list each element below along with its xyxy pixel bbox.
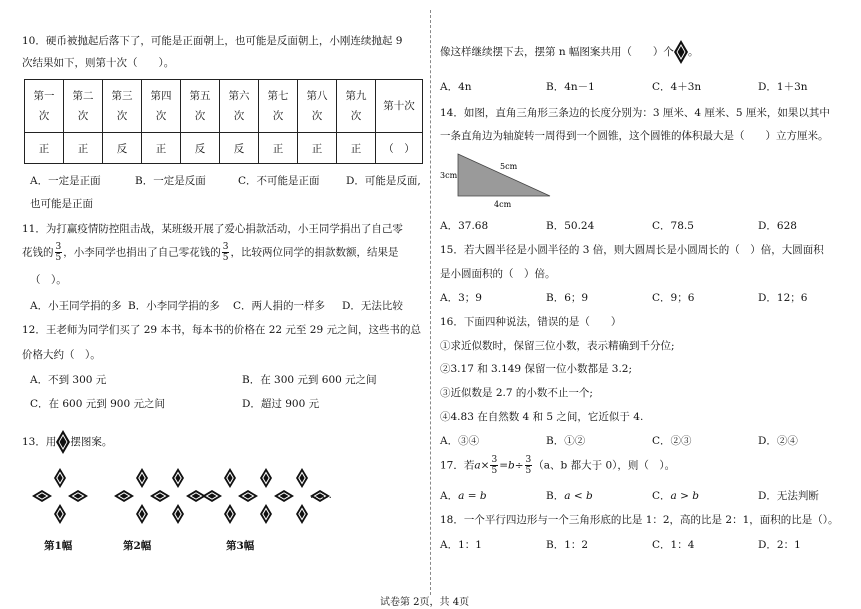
q17-var-b: b [508,459,515,472]
q14-option-b: B．50.24 [546,220,595,232]
figure-2-label: 第2幅 [123,540,152,552]
q11-option-c: C．两人捐的一样多 [233,300,326,312]
rhombus-icon [56,430,70,454]
pattern-figure-2 [114,468,206,524]
q11-line3: （ ）。 [30,274,67,286]
coin-table-header-cell: 第一 次 [25,80,64,133]
coin-table-header-row [25,80,423,133]
q10-option-b: B．一定是反面 [135,175,206,187]
q12-option-c: C．在 600 元到 900 元之间 [30,398,165,410]
q17-line1 [440,455,675,476]
pattern-figure-1 [32,468,88,524]
q13-continuation [440,40,698,64]
coin-table-result-cell: 正 [259,133,298,164]
triangle-side-bottom: 4cm [494,200,512,209]
q16-line1: 16．下面四种说法，错误的是（ ） [440,316,622,328]
q17-suffix: （a、b 都大于 0），则（ ）。 [533,459,676,472]
right-triangle [458,154,550,196]
coin-table-result-cell: （ ） [376,133,423,164]
page-footer: 试卷第 2页，共 4页 [380,597,470,608]
pattern-ellipsis: …… [310,489,333,501]
q14-option-d: D．628 [758,220,797,232]
q16-option-a: A．③④ [440,435,480,447]
q15-line2: 是小圆面积的（ ）倍。 [440,268,556,280]
coin-table-header-cell: 第十次 [376,80,423,133]
q18-option-a: A．1：1 [440,539,482,551]
q15-line1: 15．若大圆半径是小圆半径的 3 倍，则大圆周长是小圆周长的（ ）倍，大圆面积 [440,244,824,256]
coin-table-header-cell: 第七 次 [259,80,298,133]
q16-statement-1: ①求近似数时，保留三位小数，表示精确到千分位; [440,340,675,352]
q11-line2 [22,242,398,263]
q11-text: 花钱的 [22,246,54,259]
q17-option-c: C．a > b [652,490,700,502]
q16-statement-2: ②3.17 和 3.149 保留一位小数都是 3.2; [440,363,633,375]
q11-option-b: B．小李同学捐的多 [128,300,220,312]
q12-line1: 12．王老师为同学们买了 29 本书，每本书的价格在 22 元至 29 元之间，这些书的总 [22,324,421,336]
q18-option-b: B．1：2 [546,539,589,551]
fraction-three-fifths: $\frac{3}{5}$ [55,242,62,263]
q17-option-d: D．无法判断 [758,490,819,502]
coin-table-result-cell: 反 [103,133,142,164]
q17-times: × [480,459,490,472]
coin-table-header-cell: 第九 次 [337,80,376,133]
coin-toss-table [24,79,423,164]
q17-divide: ÷ [514,459,524,472]
coin-table-result-cell: 正 [25,133,64,164]
q15-option-b: B．6；9 [546,292,589,304]
q17-option-a: A．a = b [440,490,487,502]
q14-line2: 一条直角边为轴旋转一周得到一个圆锥，这个圆锥的体积最大是（ ）立方厘米。 [440,130,829,142]
figure-3-label: 第3幅 [226,540,255,552]
q13-option-c: C．4＋3n [652,81,702,93]
figure-1-label: 第1幅 [44,540,73,552]
q11-option-a: A．小王同学捐的多 [30,300,122,312]
q10-option-d-cont: 也可能是正面 [30,198,93,210]
q13-pattern-figures [25,462,345,540]
coin-table-result-cell: 正 [64,133,103,164]
q11-text: ，小李同学也捐出了自己零花钱的 [63,246,221,259]
q15-option-a: A．3；9 [440,292,482,304]
coin-table-header-cell: 第六 次 [220,80,259,133]
q13-suffix: 摆图案。 [70,436,113,448]
q13-cont-end: 。 [687,46,699,58]
coin-table-result-cell: 正 [142,133,181,164]
q16-option-b: B．①② [546,435,586,447]
q14-option-a: A．37.68 [440,220,489,232]
fraction-three-fifths: $\frac{3}{5}$ [222,242,229,263]
q10-option-d: D．可能是反面, [346,175,421,187]
q10-line2: 次结果如下，则第十次（ ）。 [22,57,175,69]
coin-table-result-cell: 反 [181,133,220,164]
q12-option-a: A．不到 300 元 [30,374,107,386]
q18-line1: 18．一个平行四边形与一个三角形底的比是 1：2，高的比是 2：1，面积的比是（）。 [440,514,839,526]
coin-table-header-cell: 第四 次 [142,80,181,133]
coin-table-header-cell: 第二 次 [64,80,103,133]
q13-prompt [22,430,112,454]
q13-option-a: A．4n [440,81,472,93]
triangle-side-hypotenuse: 5cm [500,162,518,171]
q13-option-d: D．1＋3n [758,81,808,93]
q11-text: ，比较两位同学的捐款数额，结果是 [230,246,399,259]
q10-option-c: C．不可能是正面 [238,175,320,187]
q13-option-b: B．4n－1 [546,81,595,93]
q11-option-d: D．无法比较 [342,300,403,312]
q16-option-d: D．②④ [758,435,798,447]
q16-statement-4: ④4.83 在自然数 4 和 5 之间，它近似于 4. [440,411,644,423]
coin-table-result-row [25,133,423,164]
column-divider [430,10,431,595]
q17-var-a: a [474,459,481,472]
right-triangle-figure [440,152,560,210]
triangle-side-left: 3cm [440,171,458,180]
coin-table-result-cell: 正 [337,133,376,164]
q12-line2: 价格大约（ ）。 [22,349,101,361]
q16-statement-3: ③近似数是 2.7 的小数不止一个; [440,387,593,399]
coin-table-header-cell: 第三 次 [103,80,142,133]
fraction-three-fifths: $\frac{3}{5}$ [525,455,532,476]
rhombus-icon [674,40,688,64]
coin-table-header-cell: 第五 次 [181,80,220,133]
q12-option-b: B．在 300 元到 600 元之间 [242,374,377,386]
q16-option-c: C．②③ [652,435,692,447]
q18-option-d: D．2：1 [758,539,801,551]
q11-line1: 11．为打赢疫情防控阻击战，某班级开展了爱心捐款活动，小王同学捐出了自己零 [22,223,403,235]
coin-table-header-cell: 第八 次 [298,80,337,133]
coin-table-result-cell: 反 [220,133,259,164]
q13-cont-text: 像这样继续摆下去，摆第 n 幅图案共用（ ）个 [440,46,674,58]
q15-option-c: C．9；6 [652,292,695,304]
q18-option-c: C．1：4 [652,539,695,551]
q13-prefix: 13．用 [22,436,57,448]
q12-option-d: D．超过 900 元 [242,398,320,410]
q14-line1: 14．如图，直角三角形三条边的长度分别为：3 厘米、4 厘米、5 厘米，如果以其中 [440,107,830,119]
fraction-three-fifths: $\frac{3}{5}$ [491,455,498,476]
q15-option-d: D．12；6 [758,292,808,304]
coin-table-result-cell: 正 [298,133,337,164]
q17-equals: = [499,459,508,472]
q10-line1: 10．硬币被抛起后落下了，可能是正面朝上，也可能是反面朝上，小刚连续抛起 9 [22,35,403,47]
q17-option-b: B．a < b [546,490,593,502]
q17-prefix: 17．若 [440,459,475,472]
q14-option-c: C．78.5 [652,220,694,232]
q10-option-a: A．一定是正面 [30,175,101,187]
